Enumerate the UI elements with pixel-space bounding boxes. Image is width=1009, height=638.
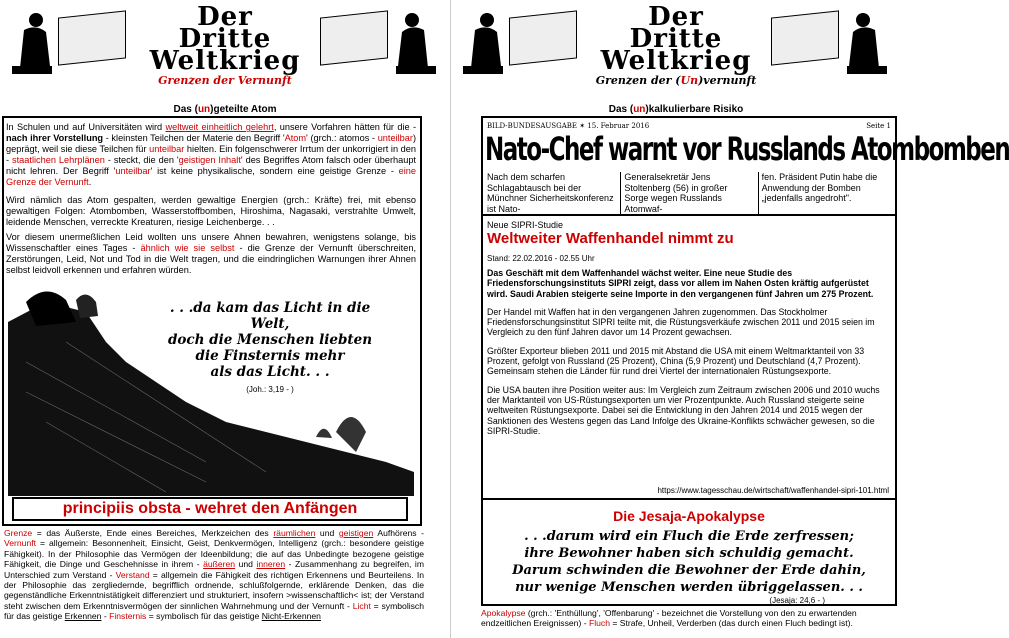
title-line-1: Der <box>197 2 253 32</box>
quote-line: als das Licht. . . <box>210 364 330 380</box>
quote-line: ihre Bewohner haben sich schuldig gemacht. <box>524 546 854 561</box>
glossary-left: Grenze = das Äußerste, Ende eines Bereiches, Merkzeichen des räumlichen und geistigen Aufhörens - Vernunft = allgemein: Besonnenheit, Einsicht, Geist, Denkvermögen, Intelligenz (grch.: besondere geistige Fähigkeit). In der Philosophie das Vermögen der Ideenbildung; die auf das Unbedingte bezogene geistige Fähigkeit, die Dinge und Geschehnisse in ihrem - äußeren und inneren - Zusammenhang zu begreifen, im Unterschied zum Verstand - Verstand = allgemein die Fähigkeit des richtigen Erkennens und Beurteilens. In der Philosophie das zergliedernde, begrifflich ordnende, schlußfolgernde, erklärende Denken, das die gegenständliche Erkenntnistätigkeit differenziert und strukturiert, insofern >wissenschaftlich< ist; der Verstand steht zwischen dem Erkenntnisvermögen der sinnlichen Wahrnehmung und der Vernunft - Licht = symbolisch für das geistige Erkennen - Finsternis = symbolisch für das geistige Nicht-Erkennen <box>4 528 425 622</box>
quote-citation: (Joh.: 3,19 - ) <box>246 385 294 394</box>
masthead-subtitle: Grenzen der Vernunft <box>158 74 292 87</box>
headline-columns <box>487 172 891 214</box>
article-paragraph: Der Handel mit Waffen hat in den vergangenen Jahren zugenommen. Das Stockholmer Friedensforschungsinstitut SIPRI teilte mit, die Rüstungsverkäufe zwischen 2011 und 2015 seien im Vergleich zu den fünf Jahren davor um 14 Prozent gewachsen. <box>487 306 875 338</box>
newspaper-header <box>487 122 891 130</box>
title-line-2: Dritte <box>178 24 272 54</box>
source-url: https://www.tagesschau.de/wirtschaft/waffenhandel-sipri-101.html <box>657 486 889 495</box>
masthead-right <box>451 0 901 100</box>
divider <box>483 498 895 500</box>
atom-paragraph: Wird nämlich das Atom gespalten, werden gewaltige Energien (grch.: Kräfte) frei, mit ebenso gewaltigen Folgen: Atombomben, Wasserstoffbomben, Hiroshima, Nagasaki, verstrahlte Umwelt, leidende Menschen, verreckte Kreaturen, riesige Leichenberge. . . <box>6 195 416 227</box>
page-number: Seite 1 <box>866 122 891 130</box>
column-1: Nach dem scharfen Schlagabtausch bei der Münchner Sicherheitskonferenz ist Nato- <box>487 172 614 214</box>
quote-citation: (Jesaja: 24,6 - ) <box>769 596 825 605</box>
john-quote <box>150 300 390 398</box>
ancestors-paragraph: Vor diesem unermeßlichen Leid wollten uns unsere Ahnen bewahren, wenigstens solange, bis Wissenschaftler eines Tages - ähnlich wie sie selbst - die Grenze der Vernunft überschreiten, Zerstörungen, Leid, Not und Tod in die Welt tragen, und die eindringlichen Warnungen ihrer Ahnen selbst leidvoll erkennen und erfahren würden. <box>6 232 416 275</box>
right-page <box>450 0 1009 638</box>
quote-line: die Finsternis mehr <box>195 348 345 364</box>
inscription-plaque-illustration <box>320 10 388 65</box>
article-paragraph: Größter Exporteur blieben 2011 und 2015 mit Abstand die USA mit einem Weltmarktanteil von 33 Prozent, gefolgt von Russland (25 Prozent), China (5,9 Prozent) und Deutschland (4,7 Prozent). Gemeinsam stehen die Länder für rund drei Viertel der internationalen Rüstungsexporte. <box>487 345 865 377</box>
column-2: Generalsekretär Jens Stoltenberg (56) in großer Sorge wegen Russlands Atomwaf- <box>620 172 753 214</box>
article-kicker: Neue SIPRI-Studie <box>487 220 564 230</box>
jesaja-quote <box>489 528 889 596</box>
headline: Nato-Chef warnt vor Russlands Atombomben <box>485 132 1009 169</box>
intro-paragraph: In Schulen und auf Universitäten wird weltweit einheitlich gelehrt, unsere Vorfahren hätten für die - nach ihrer Vorstellung - kleinsten Teilchen der Materie den Begriff 'Atom' (grch.: atomos - unteilbar) geprägt, weil sie diese Teilchen für unteilbar hielten. Ein folgenschwerer Irrtum der unkorrigiert in den - staatlichen Lehrplänen - steckt, die den 'geistigen Inhalt' des Begriffes Atom falsch oder überhaupt nicht lehren. Der Begriff 'unteilbar' ist keine physikalische, sondern eine geistige Grenze - eine Grenze der Vernunft. <box>6 122 417 187</box>
masthead-left <box>0 0 450 100</box>
jesaja-title: Die Jesaja-Apokalypse <box>613 508 765 524</box>
divider <box>483 214 895 216</box>
masthead-subtitle: Grenzen der (Un)vernunft <box>595 74 757 87</box>
quote-line: doch die Menschen liebten <box>167 332 373 348</box>
title-line-3: Weltkrieg <box>149 46 301 76</box>
article-title: Weltweiter Waffenhandel nimmt zu <box>487 230 734 247</box>
quote-line: . . .darum wird ein Fluch die Erde zerfressen; <box>524 529 854 544</box>
article-paragraph: Die USA bauten ihre Position weiter aus: Im Vergleich zum Zeitraum zwischen 2006 und 2010 wuchs der Marktanteil von US-Rüstungsexporten um vier Prozentpunkte. Auch Russland steigerte seine weltweiten Rüstungsexporte. Dabei sei die Entwicklung in den Jahren 2014 und 2015 wegen der Sanktionen des Westens gegen das Land Infolge des Ukraine-Konflikts schwächer gewesen, so die SIPRI-Studie. <box>487 384 880 436</box>
title-line-3: Weltkrieg <box>600 46 752 76</box>
news-frame <box>481 116 1009 606</box>
article-body <box>487 268 891 444</box>
article-timestamp: Stand: 22.02.2016 - 02.55 Uhr <box>487 254 595 263</box>
quote-line: nur wenige Menschen werden übriggelassen. . . <box>515 580 863 595</box>
section-heading: Das (un)geteilte Atom <box>173 104 277 115</box>
glossary-right: Apokalypse (grch.: 'Enthüllung', 'Offenbarung' - bezeichnet die Vorstellung von den zu erwartenden endzeitlichen Ereignissen) - Fluch = Strafe, Unheil, Verderben (das durch einen Fluch bedingt ist). <box>481 608 857 629</box>
inscription-plaque-illustration <box>771 10 839 65</box>
quote-line: . . .da kam das Licht in die Welt, <box>169 300 371 332</box>
motto-banner: principiis obsta - wehret den Anfängen <box>12 497 408 521</box>
quote-line: Darum schwinden die Bewohner der Erde dahin, <box>512 563 866 578</box>
title-line-2: Dritte <box>629 24 723 54</box>
section-heading: Das (un)kalkulierbare Risiko <box>608 104 744 115</box>
column-3: fen. Präsident Putin habe die Anwendung der Bomben „jedenfalls angedroht". <box>758 172 891 214</box>
article-lead: Das Geschäft mit dem Waffenhandel wächst weiter. Eine neue Studie des Friedensforschungsinstituts SIPRI zeigt, dass vor allem im Nahen Osten kräftig aufgerüstet wird. Saudi Arabien steigerte seine Importe in den vergangenen fünf Jahren um 275 Prozent. <box>487 268 874 299</box>
mourning-figure-illustration <box>845 6 893 76</box>
mourning-figure-illustration <box>394 6 442 76</box>
left-page <box>0 0 450 638</box>
newspaper-edition: BILD-BUNDESAUSGABE ✶ 15. Februar 2016 <box>487 122 650 130</box>
title-line-1: Der <box>648 2 704 32</box>
